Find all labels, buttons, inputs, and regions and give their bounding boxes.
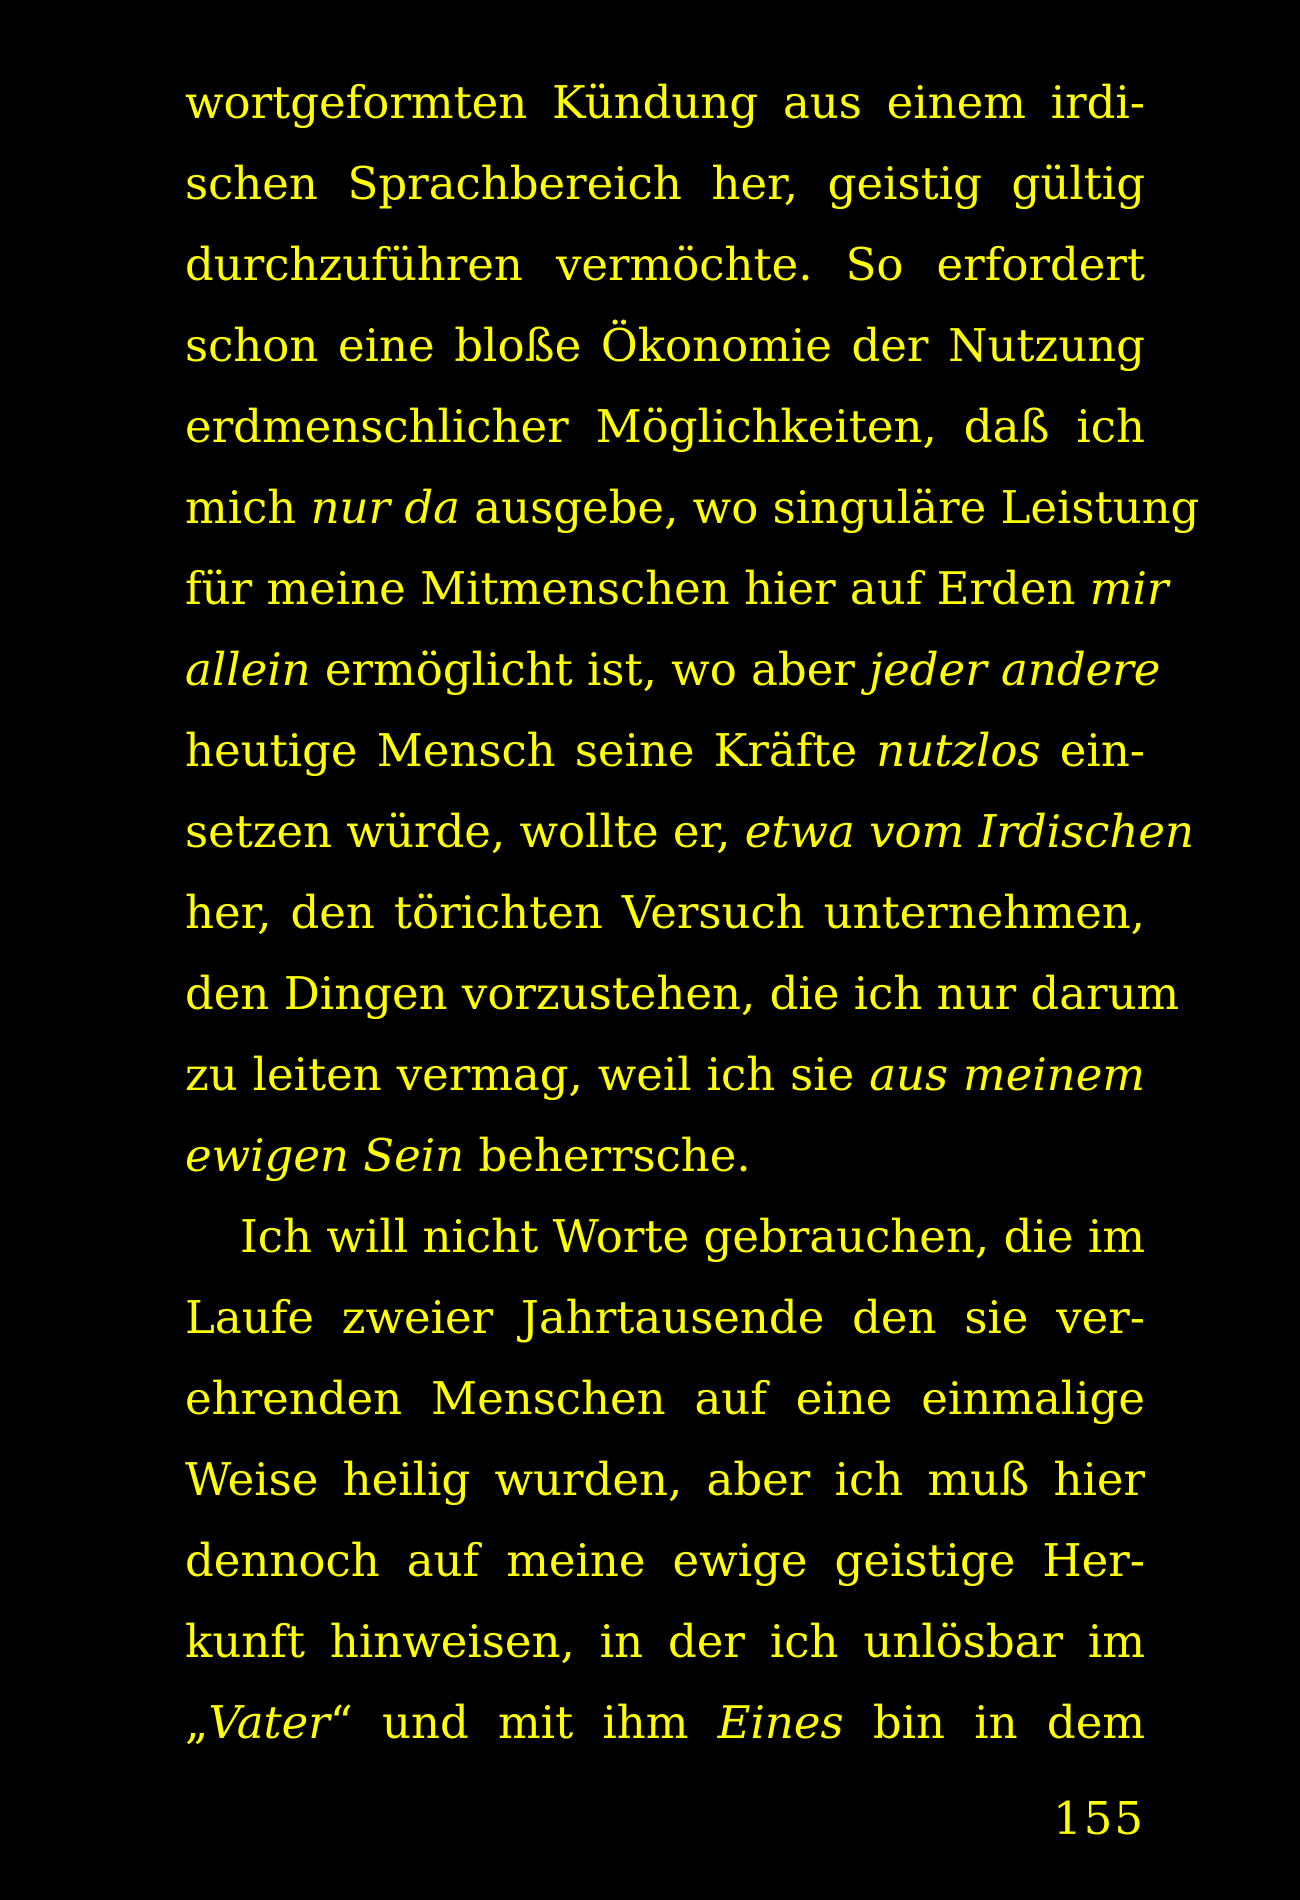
text-segment: ausgebe, wo singuläre Leistung bbox=[459, 481, 1200, 534]
text-segment: setzen würde, wollte er, bbox=[185, 805, 745, 858]
text-segment: Ich will nicht Worte gebrauchen, die im bbox=[240, 1210, 1145, 1263]
page-number: 155 bbox=[1053, 1792, 1145, 1845]
text-segment: für meine Mitmenschen hier auf Erden bbox=[185, 562, 1090, 615]
text-line bbox=[185, 791, 1194, 872]
text-segment: ein- bbox=[1040, 724, 1146, 777]
text-segment: kunft hinweisen, in der ich unlösbar im bbox=[185, 1615, 1145, 1668]
text-line bbox=[185, 548, 1169, 629]
italic-text: aus meinem bbox=[869, 1048, 1145, 1101]
text-segment: den Dingen vorzustehen, die ich nur darum bbox=[185, 967, 1180, 1020]
italic-text: mir bbox=[1089, 562, 1169, 615]
text-segment: her, den törichten Versuch unternehmen, bbox=[185, 886, 1145, 939]
text-line bbox=[185, 62, 1145, 143]
text-line bbox=[185, 710, 1145, 791]
text-segment: “ und mit ihm bbox=[329, 1696, 718, 1749]
text-line bbox=[185, 224, 1145, 305]
italic-text: Eines bbox=[717, 1696, 844, 1749]
text-line bbox=[185, 386, 1145, 467]
italic-text: etwa vom Irdischen bbox=[744, 805, 1194, 858]
text-block bbox=[185, 62, 1200, 1763]
text-segment: beherrsche. bbox=[464, 1129, 751, 1182]
text-segment: Laufe zweier Jahrtausende den sie ver- bbox=[185, 1291, 1145, 1344]
text-line bbox=[185, 1115, 1145, 1196]
text-segment: durchzuführen vermöchte. So erfordert bbox=[185, 238, 1145, 291]
text-line bbox=[185, 629, 1161, 710]
text-line bbox=[185, 1520, 1145, 1601]
text-segment: heutige Mensch seine Kräfte bbox=[185, 724, 877, 777]
text-line bbox=[185, 1682, 1145, 1763]
text-segment: bin in dem bbox=[843, 1696, 1145, 1749]
text-line bbox=[185, 1196, 1145, 1277]
text-segment: „ bbox=[185, 1696, 209, 1749]
italic-text: allein bbox=[185, 643, 311, 696]
text-line bbox=[185, 872, 1145, 953]
text-segment: dennoch auf meine ewige geistige Her- bbox=[185, 1534, 1145, 1587]
text-segment: zu leiten vermag, weil ich sie bbox=[185, 1048, 870, 1101]
italic-text: nutzlos bbox=[876, 724, 1041, 777]
text-line bbox=[185, 1358, 1145, 1439]
italic-text: nur da bbox=[310, 481, 460, 534]
text-segment: schen Sprachbereich her, geistig gültig bbox=[185, 157, 1145, 210]
text-line bbox=[185, 1034, 1145, 1115]
text-segment: wortgeformten Kündung aus einem irdi- bbox=[185, 76, 1145, 129]
italic-text: jeder andere bbox=[869, 643, 1161, 696]
text-segment: ermöglicht ist, wo aber bbox=[310, 643, 870, 696]
text-line bbox=[185, 1439, 1145, 1520]
text-segment: erdmenschlicher Möglichkeiten, daß ich bbox=[185, 400, 1145, 453]
text-segment: Weise heilig wurden, aber ich muß hier bbox=[185, 1453, 1145, 1506]
text-segment: mich bbox=[185, 481, 311, 534]
text-line bbox=[185, 1277, 1145, 1358]
text-line bbox=[185, 953, 1180, 1034]
text-line bbox=[185, 467, 1200, 548]
italic-text: Vater bbox=[208, 1696, 330, 1749]
text-segment: schon eine bloße Ökonomie der Nutzung bbox=[185, 319, 1145, 372]
italic-text: ewigen Sein bbox=[185, 1129, 465, 1182]
text-segment: ehrenden Menschen auf eine einmalige bbox=[185, 1372, 1145, 1425]
text-line bbox=[185, 143, 1145, 224]
text-line bbox=[185, 305, 1145, 386]
text-line bbox=[185, 1601, 1145, 1682]
